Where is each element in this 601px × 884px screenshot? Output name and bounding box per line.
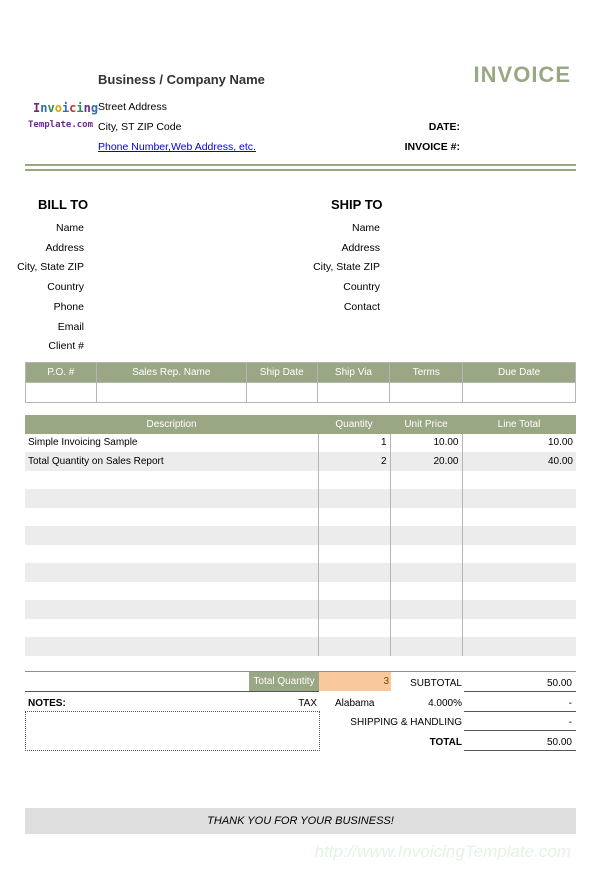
item-unit-price-cell[interactable] [390,600,462,619]
ship-to-field-label: City, State ZIP [313,261,380,274]
table-row [25,582,576,601]
total-label: TOTAL [429,737,462,748]
item-unit-price-cell[interactable] [390,637,462,656]
item-quantity-cell[interactable] [318,471,390,490]
item-description-cell[interactable] [25,600,318,619]
ship-to-field-label: Country [343,281,380,294]
logo-text-top: Invoicing [33,101,99,115]
items-table [25,415,576,656]
subtotal-value: 50.00 [546,678,572,689]
item-line-total-cell[interactable] [462,526,576,545]
item-quantity-cell[interactable] [318,508,390,527]
items-header-cell: Description [146,418,197,430]
ship-to-field-label: Name [351,222,380,234]
item-line-total-cell[interactable] [462,582,576,601]
order-header-cell: Terms [390,363,463,383]
item-description-cell[interactable] [25,489,318,508]
bill-to-field-label: Phone [53,300,84,313]
order-value-cell[interactable] [246,383,317,403]
item-line-total-cell[interactable] [462,619,576,638]
invoice-title: INVOICE [473,62,571,87]
item-line-total-cell[interactable] [462,471,576,490]
table-row [25,434,576,453]
thank-you-banner: THANK YOU FOR YOUR BUSINESS! [25,808,576,834]
item-description-cell[interactable] [25,508,318,527]
item-quantity-cell[interactable]: 1 [318,434,390,453]
item-unit-price-cell[interactable] [390,563,462,582]
item-unit-price-cell[interactable] [390,489,462,508]
item-quantity-cell[interactable] [318,619,390,638]
tax-amount: - [568,698,572,709]
item-line-total-cell[interactable] [462,563,576,582]
bill-to-field-label: Email [57,320,84,333]
order-header-cell: Due Date [463,363,576,383]
order-value-cell[interactable] [26,383,97,403]
item-description-cell[interactable] [25,471,318,490]
bill-to-field-label: Name [55,222,84,234]
subtotal-label: SUBTOTAL [410,678,462,689]
subtotal-underline [464,691,576,692]
item-line-total-cell[interactable] [462,637,576,656]
item-description-cell[interactable] [25,637,318,656]
table-row [25,526,576,545]
bill-to-field-label: Country [47,281,84,294]
invoice-number-label: INVOICE #: [404,141,460,153]
bill-to-heading: BILL TO [38,197,89,212]
table-row [25,489,576,508]
order-value-cell[interactable] [96,383,246,403]
item-description-cell[interactable] [25,545,318,564]
order-value-cell[interactable] [390,383,463,403]
item-quantity-cell[interactable] [318,563,390,582]
shipping-label: SHIPPING & HANDLING [350,717,462,728]
order-value-cell[interactable] [463,383,576,403]
item-line-total-cell[interactable] [462,600,576,619]
item-quantity-cell[interactable] [318,526,390,545]
item-unit-price-cell[interactable]: 10.00 [390,434,462,453]
item-description-cell[interactable] [25,619,318,638]
item-quantity-cell[interactable] [318,600,390,619]
items-header-cell: Line Total [497,418,541,430]
tax-underline [464,711,576,712]
bill-to-field-label: Address [45,241,84,254]
watermark: http://www.InvoicingTemplate.com [314,842,571,861]
item-quantity-cell[interactable] [318,545,390,564]
tax-rate: 4.000% [428,698,462,709]
item-line-total-cell[interactable]: 40.00 [547,455,573,467]
bill-to-field-label: City, State ZIP [17,261,84,274]
logo-text-bottom: Template.com [28,120,94,130]
city-state-zip: City, ST ZIP Code [98,121,182,133]
bill-to-field-label: Client # [48,340,84,353]
ship-to-field-label: Contact [343,300,380,313]
item-description-cell[interactable] [25,582,318,601]
notes-box[interactable] [25,711,320,751]
table-row [25,508,576,527]
order-info-table [25,362,576,403]
item-quantity-cell[interactable]: 2 [318,452,390,471]
total-quantity-label: Total Quantity [249,672,319,691]
item-line-total-cell[interactable] [462,508,576,527]
item-unit-price-cell[interactable] [390,471,462,490]
table-row [25,619,576,638]
item-quantity-cell[interactable] [318,637,390,656]
items-header-cell: Unit Price [404,418,448,430]
items-header-cell: Quantity [335,418,373,430]
divider-top [25,164,576,166]
company-name: Business / Company Name [98,72,265,87]
item-unit-price-cell[interactable] [390,545,462,564]
item-quantity-cell[interactable] [318,489,390,508]
item-description-cell[interactable] [25,563,318,582]
item-unit-price-cell[interactable]: 20.00 [390,452,462,471]
ship-to-field-label: Address [341,241,380,254]
table-row [25,545,576,564]
item-description-cell[interactable] [25,526,318,545]
item-unit-price-cell[interactable] [390,508,462,527]
table-row [25,637,576,656]
order-header-cell: Sales Rep. Name [96,363,246,383]
item-unit-price-cell[interactable] [390,619,462,638]
notes-label: NOTES: [28,698,66,709]
total-value: 50.00 [546,737,572,748]
order-header-cell: P.O. # [26,363,97,383]
item-line-total-cell[interactable] [462,545,576,564]
tax-label: TAX [298,698,317,709]
shipping-underline [464,730,576,731]
item-line-total-cell[interactable] [462,489,576,508]
item-unit-price-cell[interactable] [390,582,462,601]
logo [28,100,99,132]
item-line-total-cell[interactable]: 10.00 [547,437,573,449]
order-header-cell: Ship Via [317,363,390,383]
order-header-cell: Ship Date [246,363,317,383]
divider-bottom [25,169,576,171]
date-label: DATE: [428,121,460,133]
table-row [25,452,576,471]
ship-to-heading: SHIP TO [331,197,383,212]
item-description-cell[interactable]: Total Quantity on Sales Report [25,452,318,471]
table-row [25,563,576,582]
street-address: Street Address [98,101,167,113]
total-quantity-value: 3 [319,672,391,691]
item-description-cell[interactable]: Simple Invoicing Sample [25,434,318,453]
total-underline [464,750,576,751]
shipping-value: - [568,717,572,728]
item-unit-price-cell[interactable] [390,526,462,545]
notes-line [25,691,319,692]
tax-state: Alabama [335,698,375,709]
table-row [25,600,576,619]
item-quantity-cell[interactable] [318,582,390,601]
table-row [25,471,576,490]
order-value-cell[interactable] [317,383,390,403]
contact-link[interactable]: Phone Number,Web Address, etc. [98,141,256,153]
